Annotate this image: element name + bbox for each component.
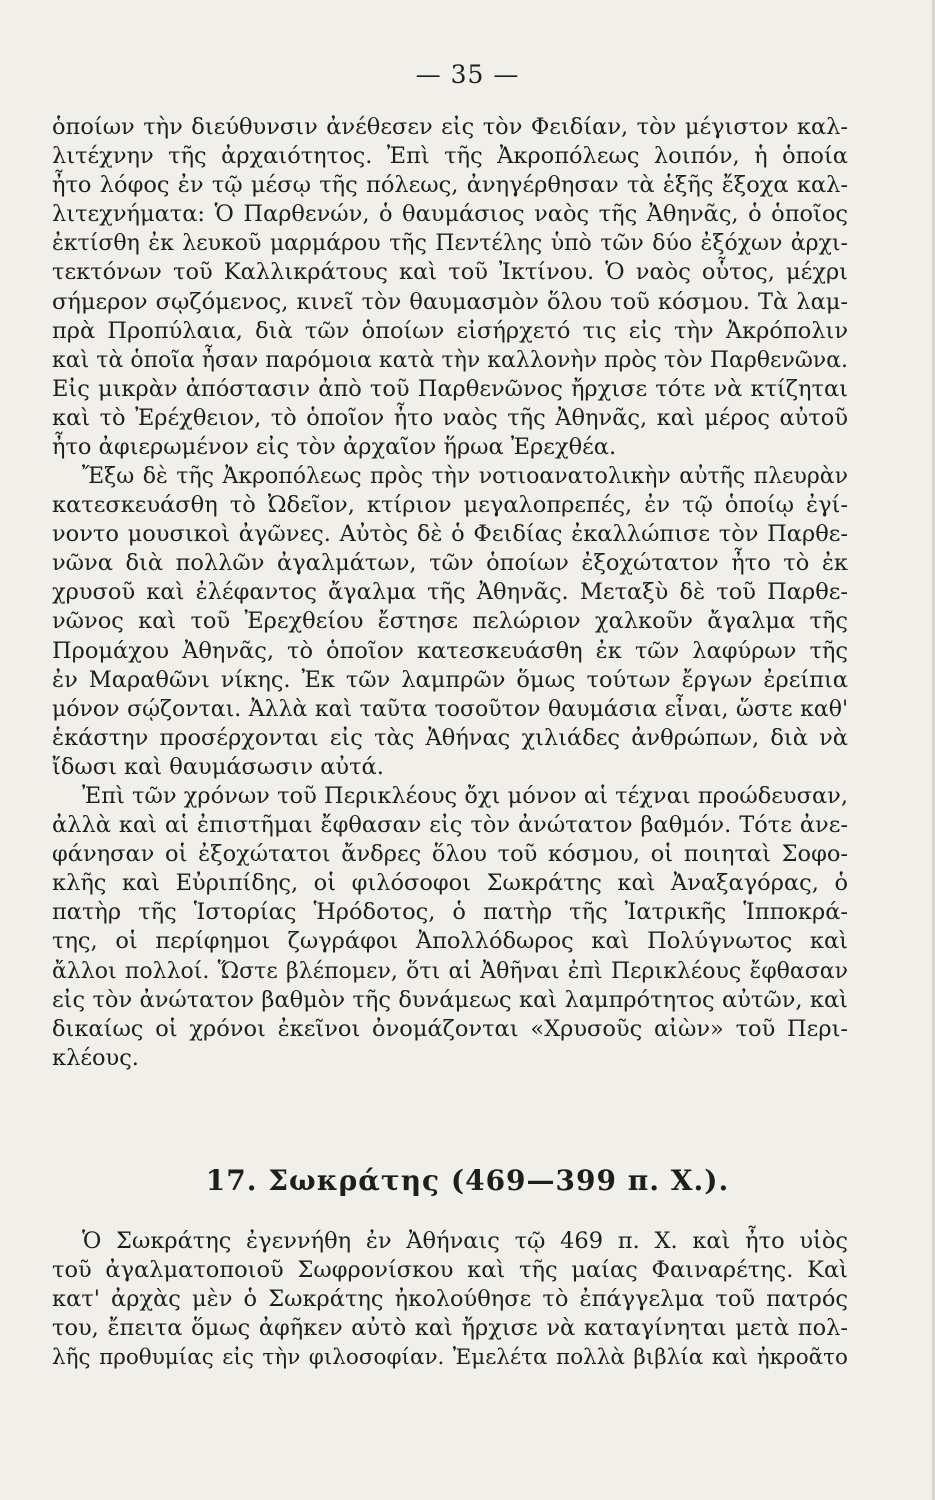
text-line: νοντο μουσικοὶ ἀγῶνες. Αὐτὸς δὲ ὁ Φειδίας ἐκαλλώπισε τὸν Παρθε- bbox=[52, 521, 848, 548]
text-line: ἐκτίσθη ἐκ λευκοῦ μαρμάρου τῆς Πεντέλης ὑπὸ τῶν δύο ἐξόχων ἀρχι- bbox=[52, 231, 848, 257]
text-line: τοῦ ἀγαλματοποιοῦ Σωφρονίσκου καὶ τῆς μαίας Φαιναρέτης. Καὶ bbox=[52, 1257, 848, 1284]
text-line: ἀλλὰ καὶ αἱ ἐπιστῆμαι ἔφθασαν εἰς τὸν ἀνώτατον βαθμόν. Τότε ἀνε- bbox=[52, 812, 848, 839]
text-line: καὶ τὸ Ἐρέχθειον, τὸ ὁποῖον ἦτο ναὸς τῆς Ἀθηνᾶς, καὶ μέρος αὐτοῦ bbox=[52, 404, 848, 431]
section-heading: 17. Σωκράτης (469—399 π. Χ.). bbox=[205, 1164, 730, 1197]
text-line: καὶ τὰ ὁποῖα ἦσαν παρόμοια κατὰ τὴν καλλονὴν πρὸς τὸν Παρθενῶνα. bbox=[52, 347, 848, 373]
text-line: Ἔξω δὲ τῆς Ἀκροπόλεως πρὸς τὴν νοτιοανατολικὴν αὐτῆς πλευρὰν bbox=[82, 464, 848, 489]
text-line: κλῆς καὶ Εὐριπίδης, οἱ φιλόσοφοι Σωκράτης καὶ Ἀναξαγόρας, ὁ bbox=[52, 870, 848, 897]
text-line: ἴδωσι καὶ θαυμάσωσιν αὐτά. bbox=[52, 753, 384, 780]
paragraph-odeion bbox=[52, 462, 848, 782]
text-line: λῆς προθυμίας εἰς τὴν φιλοσοφίαν. Ἐμελέτα πολλὰ βιβλία καὶ ἠκροᾶτο bbox=[52, 1345, 848, 1371]
text-line: κλέους. bbox=[52, 1044, 139, 1071]
text-line: τεκτόνων τοῦ Καλλικράτους καὶ τοῦ Ἰκτίνου. Ὁ ναὸς οὗτος, μέχρι bbox=[52, 259, 848, 286]
text-line: χρυσοῦ καὶ ἐλέφαντος ἄγαλμα τῆς Ἀθηνᾶς. Μεταξὺ δὲ τοῦ Παρθε- bbox=[52, 579, 848, 606]
text-line: μόνον σῴζονται. Ἀλλὰ καὶ ταῦτα τοσοῦτον θαυμάσια εἶναι, ὥστε καθ' bbox=[52, 696, 848, 722]
text-line: της, οἱ περίφημοι ζωγράφοι Ἀπολλόδωρος καὶ Πολύγνωτος καὶ bbox=[52, 928, 848, 955]
text-line: ἦτο λόφος ἐν τῷ μέσῳ τῆς πόλεως, ἀνηγέρθησαν τὰ ἑξῆς ἔξοχα καλ- bbox=[52, 172, 848, 199]
text-line: κατ' ἀρχὰς μὲν ὁ Σωκράτης ἠκολούθησε τὸ ἐπάγγελμα τοῦ πατρός bbox=[52, 1286, 848, 1313]
text-line: ὁποίων τὴν διεύθυνσιν ἀνέθεσεν εἰς τὸν Φειδίαν, τὸν μέγιστον καλ- bbox=[52, 114, 848, 140]
text-line: λιτέχνην τῆς ἀρχαιότητος. Ἐπὶ τῆς Ἀκροπόλεως λοιπόν, ἡ ὁποία bbox=[52, 143, 848, 170]
page-number: — 35 — bbox=[415, 60, 520, 89]
text-line: σήμερον σῳζόμενος, κινεῖ τὸν θαυμασμὸν ὅλου τοῦ κόσμου. Τὰ λαμ- bbox=[52, 288, 848, 315]
text-line: Εἰς μικρὰν ἀπόστασιν ἀπὸ τοῦ Παρθενῶνος ἤρχισε τότε νὰ κτίζηται bbox=[52, 375, 848, 402]
text-line: πατὴρ τῆς Ἱστορίας Ἡρόδοτος, ὁ πατὴρ τῆς Ἰατρικῆς Ἱπποκρά- bbox=[52, 899, 848, 926]
text-line: νῶνος καὶ τοῦ Ἐρεχθείου ἔστησε πελώριον χαλκοῦν ἄγαλμα τῆς bbox=[52, 608, 848, 635]
paragraph-socrates bbox=[52, 1227, 848, 1372]
text-line: λιτεχνήματα: Ὁ Παρθενών, ὁ θαυμάσιος ναὸς τῆς Ἀθηνᾶς, ὁ ὁποῖος bbox=[52, 201, 848, 228]
text-line: του, ἔπειτα ὅμως ἀφῆκεν αὐτὸ καὶ ἤρχισε νὰ καταγίνηται μετὰ πολ- bbox=[52, 1315, 848, 1342]
paragraph-acropolis bbox=[52, 113, 848, 462]
text-line: Ὁ Σωκράτης ἐγεννήθη ἐν Ἀθήναις τῷ 469 π. Χ. καὶ ἦτο υἱὸς bbox=[82, 1228, 848, 1254]
text-line: εἰς τὸν ἀνώτατον βαθμὸν τῆς δυνάμεως καὶ λαμπρότητος αὐτῶν, καὶ bbox=[52, 986, 848, 1013]
text-line: φάνησαν οἱ ἐξοχώτατοι ἄνδρες ὅλου τοῦ κόσμου, οἱ ποιηταὶ Σοφο- bbox=[52, 841, 848, 868]
text-line: κατεσκευάσθη τὸ Ὠδεῖον, κτίριον μεγαλοπρεπές, ἐν τῷ ὁποίῳ ἐγί- bbox=[52, 492, 848, 519]
text-line: ἑκάστην προσέρχονται εἰς τὰς Ἀθήνας χιλιάδες ἀνθρώπων, διὰ νὰ bbox=[52, 724, 848, 751]
text-line: ἦτο ἀφιερωμένον εἰς τὸν ἀρχαῖον ἥρωα Ἐρεχθέα. bbox=[52, 434, 617, 461]
text-line: ἄλλοι πολλοί. Ὥστε βλέπομεν, ὅτι αἱ Ἀθῆναι ἐπὶ Περικλέους ἔφθασαν bbox=[52, 958, 848, 984]
text-line: νῶνα διὰ πολλῶν ἀγαλμάτων, τῶν ὁποίων ἐξοχώτατον ἦτο τὸ ἐκ bbox=[52, 550, 848, 577]
text-line: Προμάχου Ἀθηνᾶς, τὸ ὁποῖον κατεσκευάσθη ἐκ τῶν λαφύρων τῆς bbox=[52, 637, 848, 664]
text-line: ἐν Μαραθῶνι νίκης. Ἐκ τῶν λαμπρῶν ὅμως τούτων ἔργων ἐρείπια bbox=[52, 666, 848, 693]
paragraph-pericles-age bbox=[52, 782, 848, 1073]
text-line: Ἐπὶ τῶν χρόνων τοῦ Περικλέους ὄχι μόνον αἱ τέχναι προώδευσαν, bbox=[82, 783, 848, 809]
text-line: δικαίως οἱ χρόνοι ἐκεῖνοι ὀνομάζονται «Χρυσοῦς αἰὼν» τοῦ Περι- bbox=[52, 1015, 848, 1042]
text-line: πρὰ Προπύλαια, διὰ τῶν ὁποίων εἰσήρχετό τις εἰς τὴν Ἀκρόπολιν bbox=[52, 317, 848, 344]
